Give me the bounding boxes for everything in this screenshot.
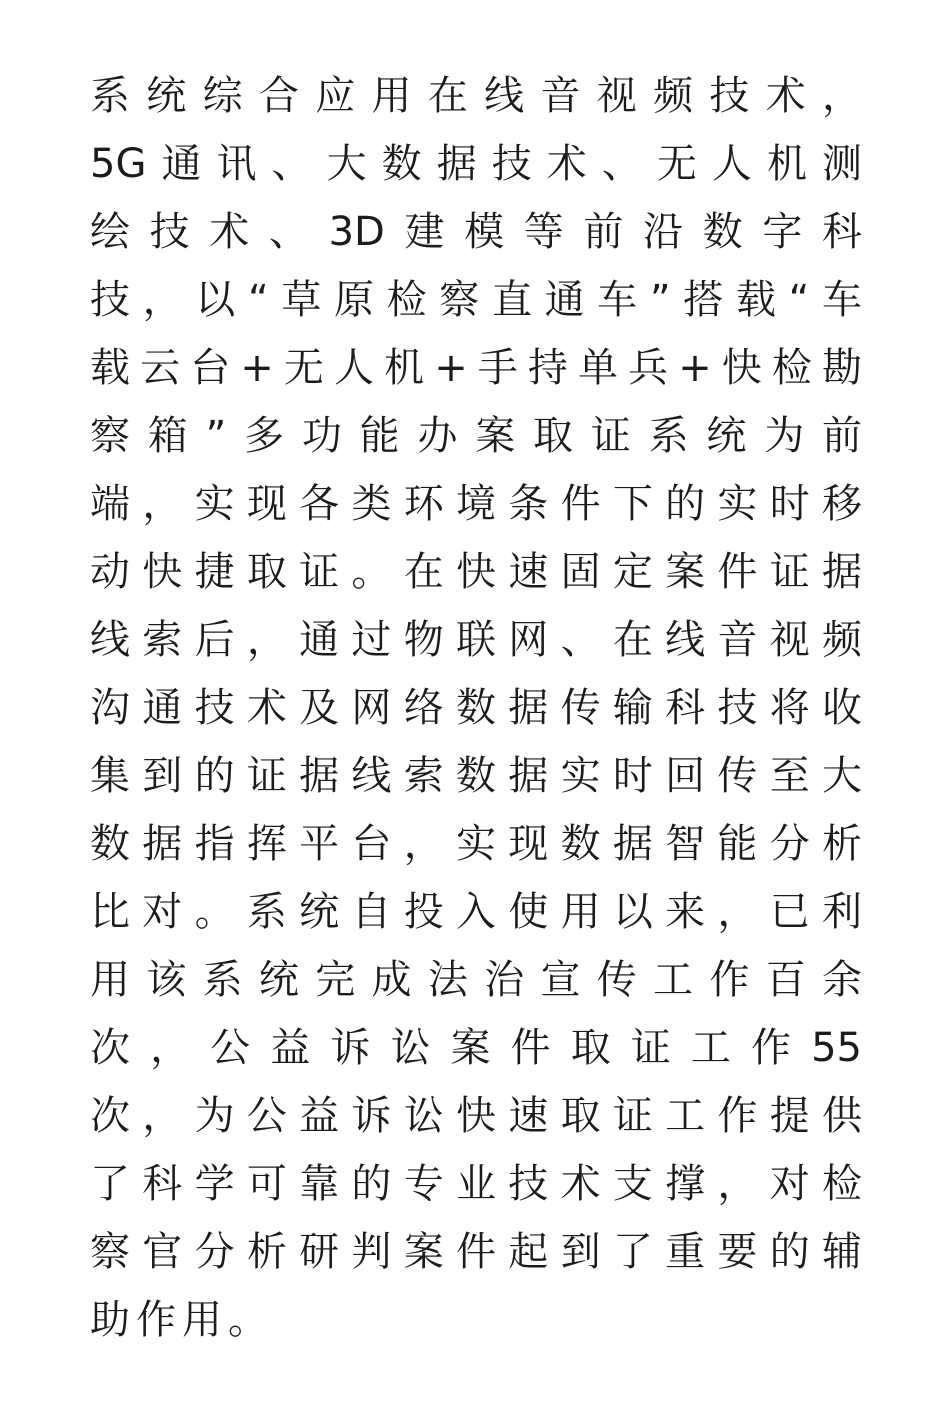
text-line: 用该系统完成法治宣传工作百余 xyxy=(90,957,862,1003)
text-line: 数据指挥平台，实现数据智能分析 xyxy=(90,821,862,867)
text-line: 端，实现各类环境条件下的实时移 xyxy=(90,481,862,527)
text-line: 助作用。 xyxy=(90,1297,274,1343)
text-line: 察官分析研判案件起到了重要的辅 xyxy=(90,1229,862,1275)
article-body xyxy=(90,62,862,1354)
text-line: 载云台+无人机+手持单兵+快检勘 xyxy=(90,345,862,391)
text-line: 察箱”多功能办案取证系统为前 xyxy=(90,413,862,459)
text-line: 次，公益诉讼案件取证工作55 xyxy=(90,1025,862,1071)
text-line: 集到的证据线索数据实时回传至大 xyxy=(90,753,862,799)
text-line: 比对。系统自投入使用以来，已利 xyxy=(90,889,862,935)
text-line: 系统综合应用在线音视频技术， xyxy=(90,73,862,119)
text-line: 沟通技术及网络数据传输科技将收 xyxy=(90,685,862,731)
text-line: 动快捷取证。在快速固定案件证据 xyxy=(90,549,862,595)
text-line: 线索后，通过物联网、在线音视频 xyxy=(90,617,862,663)
text-line: 绘技术、3D建模等前沿数字科 xyxy=(90,209,862,255)
text-line: 技，以“草原检察直通车”搭载“车 xyxy=(90,277,862,323)
text-line: 了科学可靠的专业技术支撑，对检 xyxy=(90,1161,862,1207)
text-line: 5G通讯、大数据技术、无人机测 xyxy=(90,141,862,187)
text-line: 次，为公益诉讼快速取证工作提供 xyxy=(90,1093,862,1139)
